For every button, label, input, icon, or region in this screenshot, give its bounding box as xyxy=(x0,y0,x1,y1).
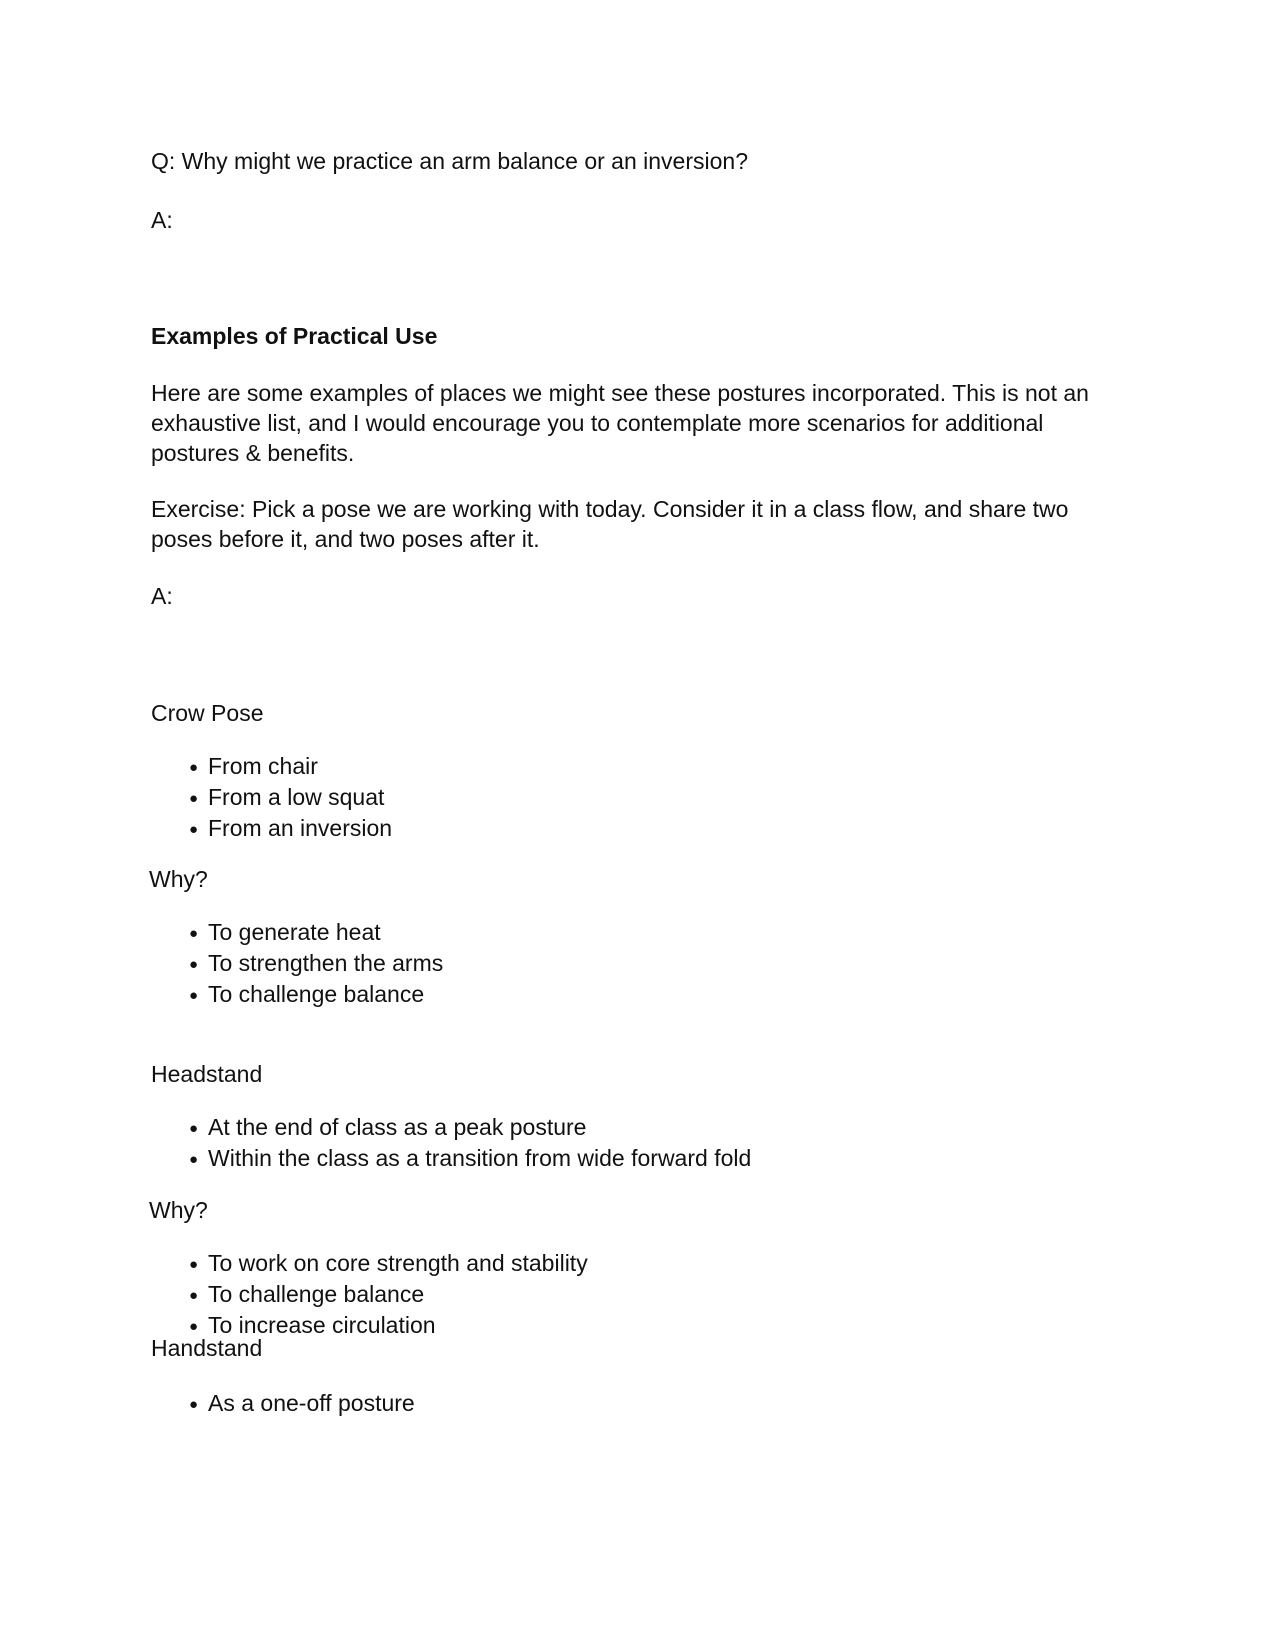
headstand-reasons-list xyxy=(189,1248,588,1341)
section-heading: Examples of Practical Use xyxy=(151,323,438,349)
list-item: ● To work on core strength and stability xyxy=(189,1248,588,1279)
list-item: ● From a low squat xyxy=(189,782,392,813)
headstand-why-label: Why? xyxy=(149,1197,208,1223)
list-item: ● To increase circulation xyxy=(189,1310,588,1341)
pose-title-crow: Crow Pose xyxy=(151,700,264,726)
list-item: ● To generate heat xyxy=(189,917,443,948)
list-item: ● Within the class as a transition from wide forward fold xyxy=(189,1143,751,1174)
pose-title-handstand: Handstand xyxy=(151,1335,263,1361)
list-item: ● To challenge balance xyxy=(189,1279,588,1310)
headstand-uses-list xyxy=(189,1112,751,1174)
crow-reasons-list xyxy=(189,917,443,1010)
question-text: Q: Why might we practice an arm balance or an inversion? xyxy=(151,148,748,174)
exercise-paragraph: Exercise: Pick a pose we are working with today. Consider it in a class flow, and share two poses before it, and two poses after it. xyxy=(151,496,1069,552)
list-item: ● To challenge balance xyxy=(189,979,443,1010)
question-answer-label: A: xyxy=(151,207,173,233)
list-item: ● To strengthen the arms xyxy=(189,948,443,979)
intro-paragraph: Here are some examples of places we might see these postures incorporated. This is not an exhaustive list, and I would encourage you to contemplate more scenarios for additional postures & benefits. xyxy=(151,380,1089,466)
list-item: ● As a one-off posture xyxy=(189,1388,415,1419)
list-item: ● At the end of class as a peak posture xyxy=(189,1112,751,1143)
crow-uses-list xyxy=(189,751,392,844)
list-item: ● From an inversion xyxy=(189,813,392,844)
handstand-uses-list xyxy=(189,1388,415,1419)
crow-why-label: Why? xyxy=(149,866,208,892)
exercise-answer-label: A: xyxy=(151,583,173,609)
list-item: ● From chair xyxy=(189,751,392,782)
pose-title-headstand: Headstand xyxy=(151,1061,263,1087)
